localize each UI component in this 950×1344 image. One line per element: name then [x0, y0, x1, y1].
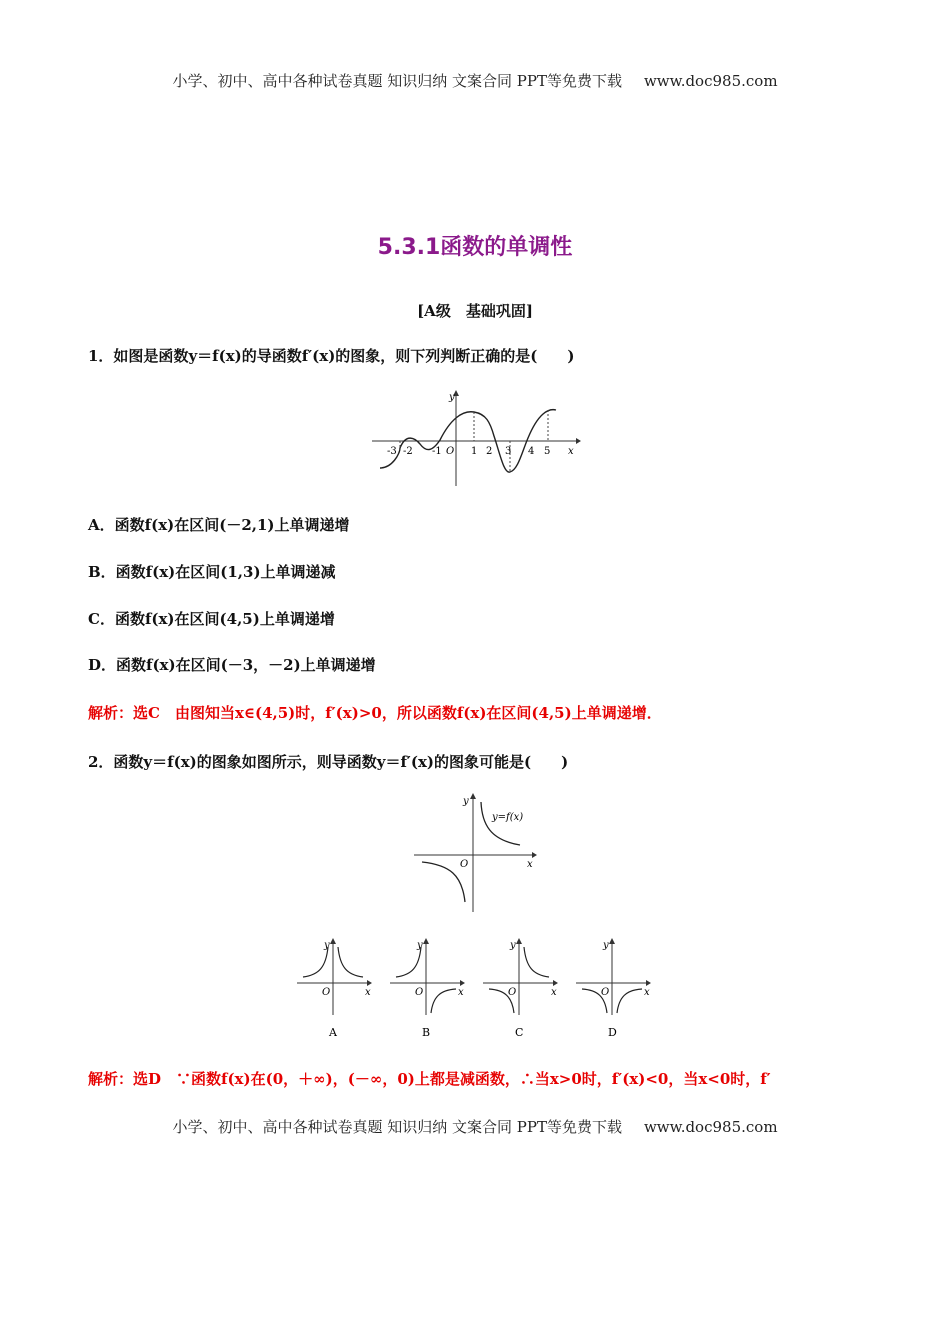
q2-choice-b-graph[interactable] — [388, 935, 466, 1041]
q1-tick-1: 1 — [471, 446, 478, 457]
q2-answer: 解析：选D ∵函数f(x)在(0，＋∞)，(－∞，0)上都是减函数，∴当x>0时，f′(x)<0，当x<0时，f′ — [88, 1070, 771, 1088]
q2-stem: 2．函数y＝f(x)的图象如图所示，则导函数y＝f′(x)的图象可能是( ) — [88, 753, 569, 771]
q2-d-x: x — [644, 987, 650, 998]
q2-choice-d-label: D — [608, 1026, 617, 1039]
q2-d-origin: O — [601, 987, 610, 998]
q2-b-x: x — [458, 987, 464, 998]
q2-curve-left — [422, 862, 465, 902]
page-title: 5.3.1函数的单调性 — [377, 235, 573, 260]
q1-answer: 解析：选C 由图知当x∈(4,5)时，f′(x)>0，所以函数f(x)在区间(4,5)上单调递增． — [88, 704, 662, 722]
q1-x-arrow — [576, 438, 581, 444]
q1-option-a: A．函数f(x)在区间(－2,1)上单调递增 — [88, 516, 350, 534]
q2-c-y: y — [510, 940, 516, 951]
q1-option-c: C．函数f(x)在区间(4,5)上单调递增 — [88, 610, 335, 628]
q2-x-label: x — [527, 859, 533, 870]
q2-a-x: x — [365, 987, 371, 998]
q2-b-origin: O — [415, 987, 424, 998]
q1-x-label: x — [568, 446, 574, 457]
q2-origin: O — [460, 859, 469, 870]
header-url[interactable]: www.doc985.com — [643, 72, 778, 90]
q2-d-y: y — [603, 940, 609, 951]
q1-tick-5: 5 — [544, 446, 551, 457]
q1-tick-3: 3 — [505, 446, 512, 457]
q1-y-label: y — [449, 392, 455, 403]
q2-choice-c-label: C — [515, 1026, 524, 1039]
q2-choice-a-label: A — [329, 1026, 337, 1039]
q2-y-label: y — [463, 796, 469, 807]
q1-tick-4: 4 — [528, 446, 535, 457]
q1-tick-neg1: -1 — [432, 446, 442, 457]
q2-a-y: y — [324, 940, 330, 951]
q2-b-y: y — [417, 940, 423, 951]
section-level: [A级 基础巩固] — [417, 302, 533, 320]
q1-tick-2: 2 — [486, 446, 493, 457]
q2-choice-c-graph[interactable] — [481, 935, 559, 1041]
header-text: 小学、初中、高中各种试卷真题 知识归纳 文案合同 PPT等免费下载 — [172, 72, 622, 90]
q1-derivative-graph — [370, 388, 582, 488]
q2-x-arrow — [532, 852, 537, 858]
footer-url[interactable]: www.doc985.com — [643, 1118, 778, 1136]
q2-choice-d-graph[interactable] — [574, 935, 652, 1041]
q2-choice-b-label: B — [422, 1026, 431, 1039]
q1-origin: O — [446, 446, 455, 457]
q1-option-b: B．函数f(x)在区间(1,3)上单调递减 — [88, 563, 336, 581]
q2-y-arrow — [470, 793, 476, 799]
q2-choice-a-graph[interactable] — [295, 935, 373, 1041]
q2-curve-label: y=f(x) — [492, 812, 524, 823]
footer-text: 小学、初中、高中各种试卷真题 知识归纳 文案合同 PPT等免费下载 — [172, 1118, 622, 1136]
q1-stem: 1．如图是函数y＝f(x)的导函数f′(x)的图象，则下列判断正确的是( ) — [88, 347, 575, 365]
q2-curve-right — [481, 802, 520, 845]
page-footer — [0, 1116, 950, 1137]
q1-option-d: D．函数f(x)在区间(－3，－2)上单调递增 — [88, 656, 376, 674]
q1-tick-neg3: -3 — [387, 446, 397, 457]
page-header — [0, 70, 950, 91]
q2-a-origin: O — [322, 987, 331, 998]
q2-c-x: x — [551, 987, 557, 998]
q1-tick-neg2: -2 — [403, 446, 413, 457]
q2-function-graph — [410, 790, 540, 914]
q2-c-origin: O — [508, 987, 517, 998]
